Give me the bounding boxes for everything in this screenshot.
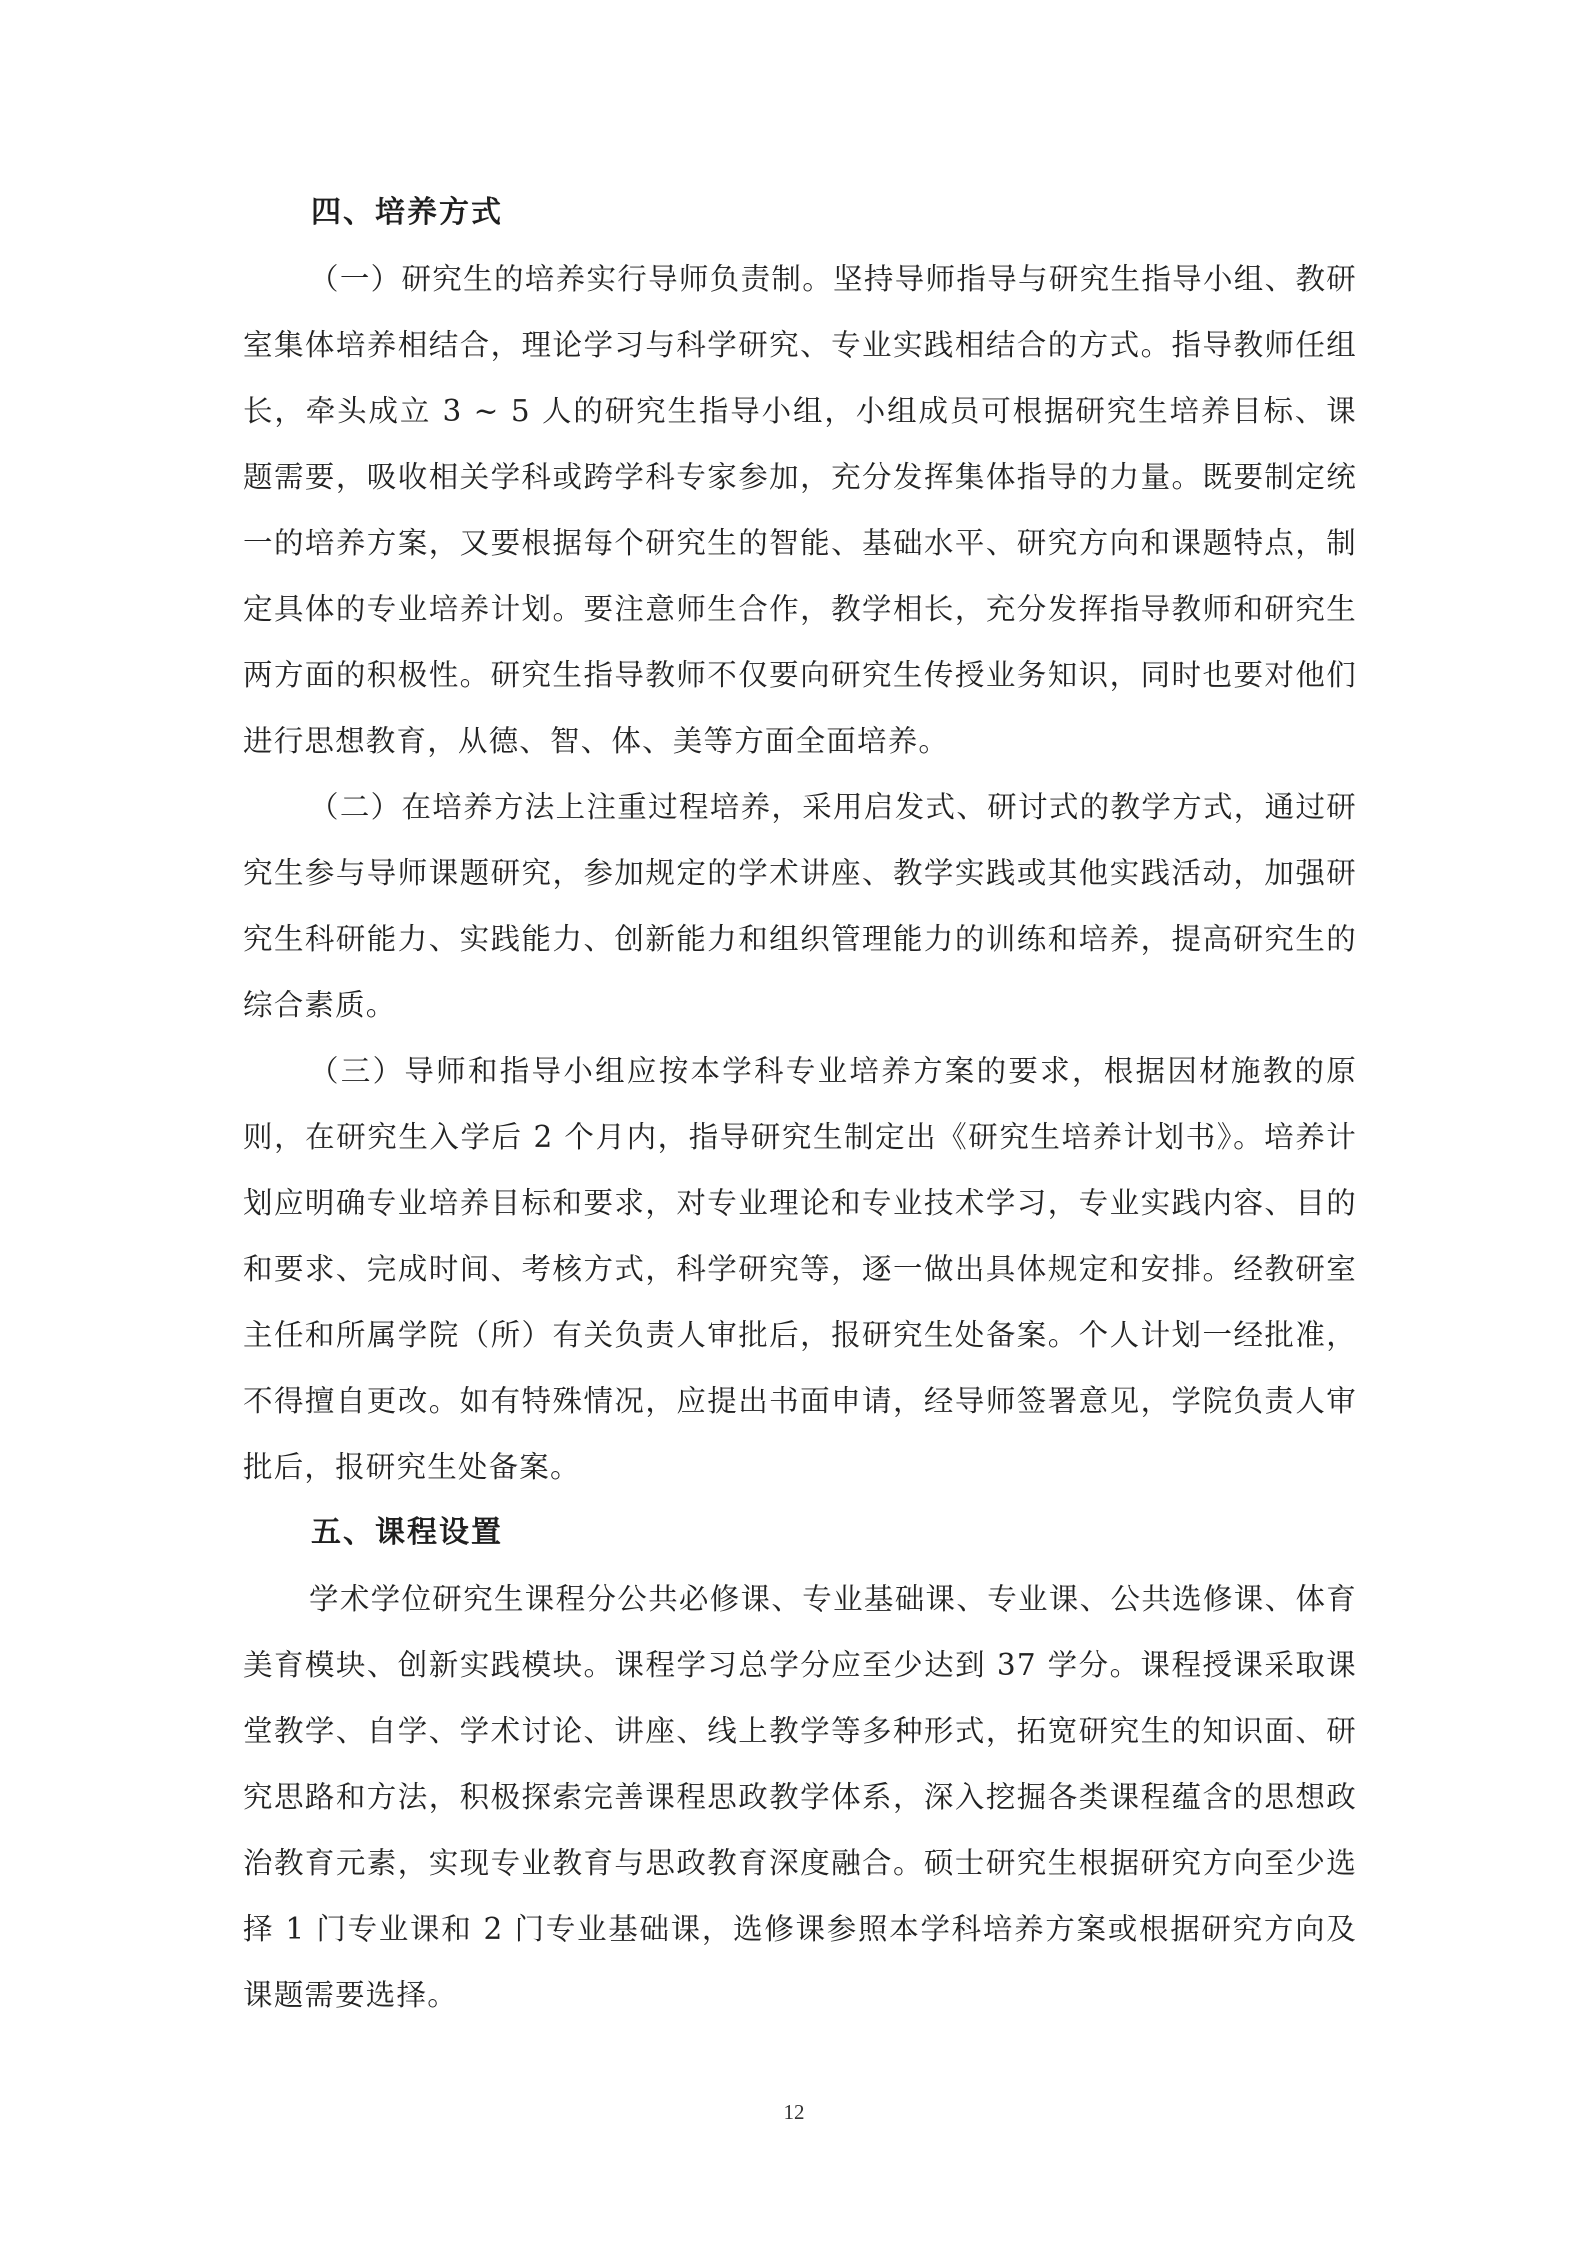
section-heading-training-methods: 四、培养方式 (311, 195, 503, 230)
section-heading-curriculum: 五、课程设置 (311, 1515, 503, 1550)
paragraph-training-2: （二）在培养方法上注重过程培养，采用启发式、研讨式的教学方式，通过研究生参与导师课题研究，参加规定的学术讲座、教学实践或其他实践活动，加强研究生科研能力、实践能力、创新能力和组织管理能力的训练和培养，提高研究生的综合素质。 (243, 790, 1357, 1022)
paragraph-curriculum-1: 学术学位研究生课程分公共必修课、专业基础课、专业课、公共选修课、体育美育模块、创新实践模块。课程学习总学分应至少达到 37 学分。课程授课采取课堂教学、自学、学术讨论、讲座、线上教学等多种形式，拓宽研究生的知识面、研究思路和方法，积极探索完善课程思政教学体系，深入挖掘各类课程蕴含的思想政治教育元素，实现专业教育与思政教育深度融合。硕士研究生根据研究方向至少选择 1 门专业课和 2 门专业基础课，选修课参照本学科培养方案或根据研究方向及课题需要选择。 (243, 1582, 1357, 2012)
page-content (243, 180, 1357, 2028)
page-number: 12 (783, 2100, 805, 2124)
paragraph-training-1: （一）研究生的培养实行导师负责制。坚持导师指导与研究生指导小组、教研室集体培养相结合，理论学习与科学研究、专业实践相结合的方式。指导教师任组长，牵头成立 3 ~ 5 人的研究生指导小组，小组成员可根据研究生培养目标、课题需要，吸收相关学科或跨学科专家参加，充分发挥集体指导的力量。既要制定统一的培养方案，又要根据每个研究生的智能、基础水平、研究方向和课题特点，制定具体的专业培养计划。要注意师生合作，教学相长，充分发挥指导教师和研究生两方面的积极性。研究生指导教师不仅要向研究生传授业务知识，同时也要对他们进行思想教育，从德、智、体、美等方面全面培养。 (243, 262, 1357, 758)
paragraph-training-3: （三）导师和指导小组应按本学科专业培养方案的要求，根据因材施教的原则，在研究生入学后 2 个月内，指导研究生制定出《研究生培养计划书》。培养计划应明确专业培养目标和要求，对专业理论和专业技术学习，专业实践内容、目的和要求、完成时间、考核方式，科学研究等，逐一做出具体规定和安排。经教研室主任和所属学院（所）有关负责人审批后，报研究生处备案。个人计划一经批准，不得擅自更改。如有特殊情况，应提出书面申请，经导师签署意见，学院负责人审批后，报研究生处备案。 (243, 1054, 1357, 1484)
